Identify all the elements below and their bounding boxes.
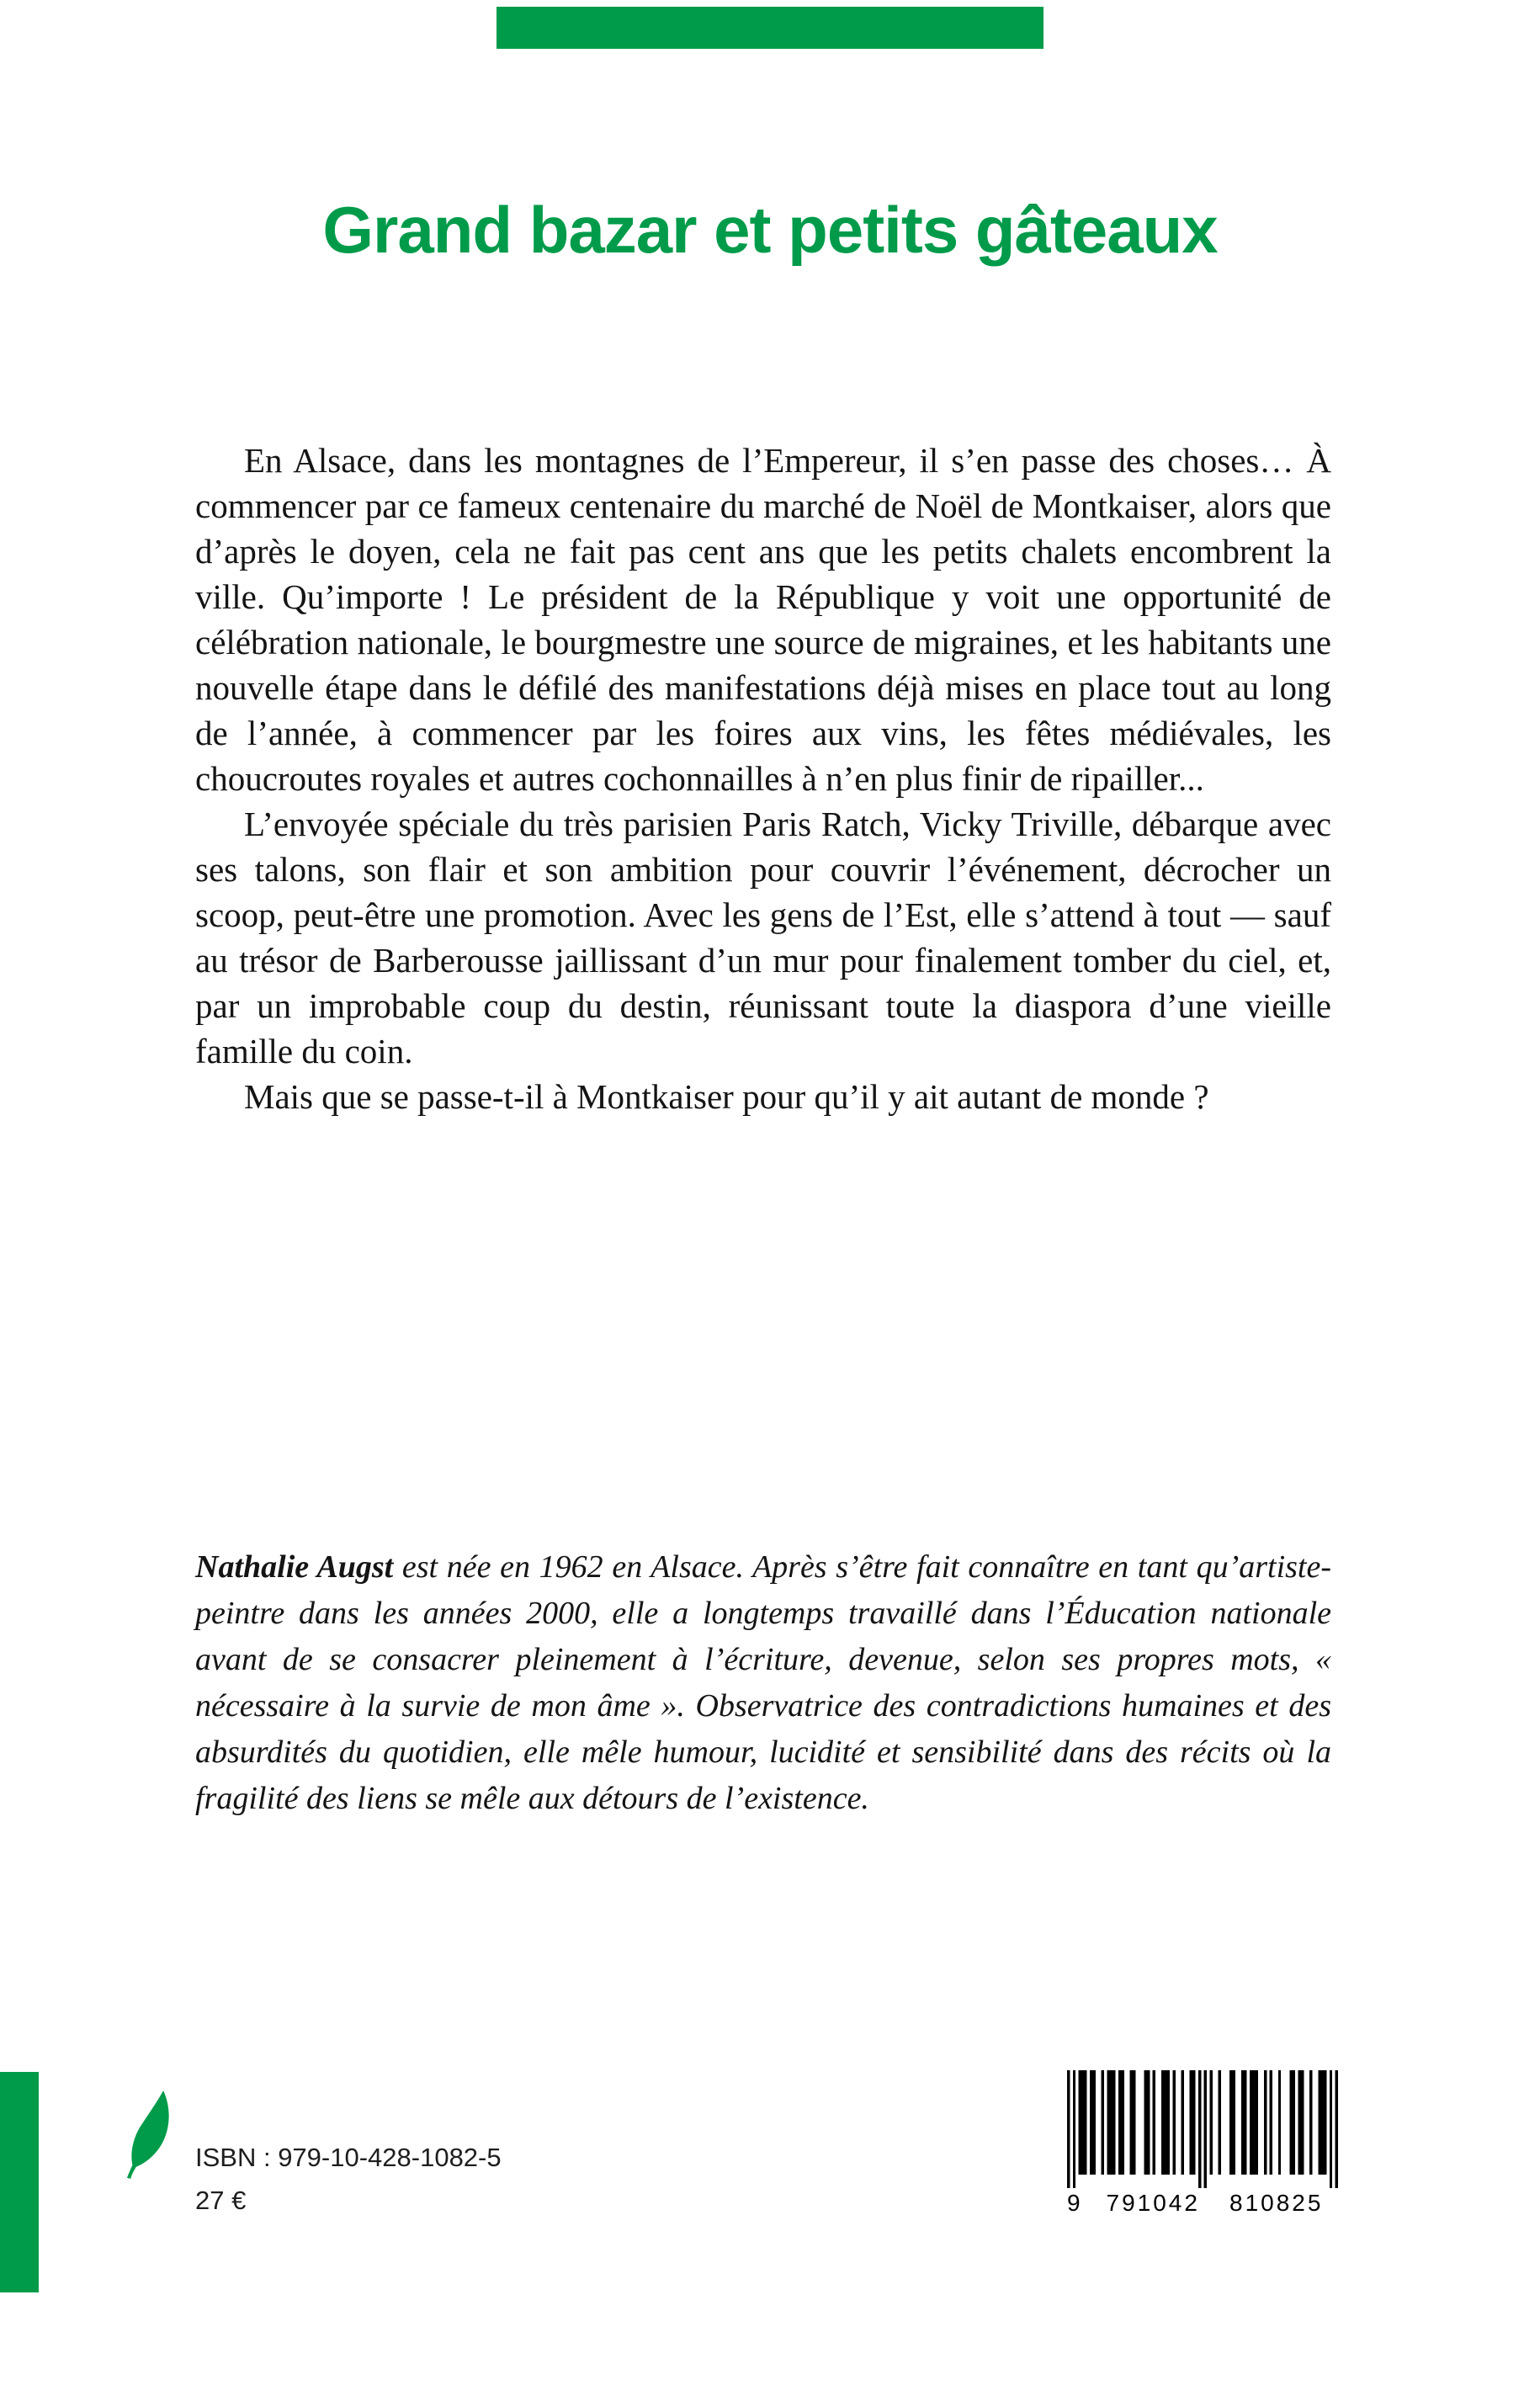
barcode-digits-right: 810825: [1229, 2190, 1324, 2216]
top-green-bar: [497, 7, 1043, 49]
isbn-text: ISBN : 979-10-428-1082-5: [195, 2143, 502, 2172]
author-bio: [195, 1544, 1331, 1822]
synopsis-paragraph-1: En Alsace, dans les montagnes de l’Empereur, il s’en passe des choses… À commencer par ce fameux centenaire du marché de Noël de Montkaiser, alors que d’après le doyen, cela ne fait pas cent ans que les petits chalets encombrent la ville. Qu’importe ! Le président de la République y voit une opportunité de célébration nationale, le bourgmestre une source de migraines, et les habitants une nouvelle étape dans le défilé des manifestations déjà mises en place tout au long de l’année, à commencer par les foires aux vins, les fêtes médiévales, les choucroutes royales et autres cochonnailles à n’en plus finir de ripailler...: [195, 441, 1331, 798]
barcode-digits: [1067, 2190, 1338, 2217]
barcode-digits-left: 791042: [1106, 2190, 1200, 2216]
author-bio-paragraph: [195, 1544, 1331, 1822]
author-bio-text: est née en 1962 en Alsace. Après s’être fait connaître en tant qu’artiste-peintre dans les années 2000, elle a longtemps travaillé dans l’Éducation nationale avant de se consacrer pleinement à l’écriture, devenue, selon ses propres mots, « nécessaire à la survie de mon âme ». Observatrice des contradictions humaines et des absurdités du quotidien, elle mêle humour, lucidité et sensibilité dans des récits où la fragilité des liens se mêle aux détours de l’existence.: [195, 1549, 1331, 1816]
barcode: [1067, 2070, 1338, 2217]
author-name: Nathalie Augst: [195, 1549, 394, 1585]
synopsis-paragraph-3: Mais que se passe-t-il à Montkaiser pour qu’il y ait autant de monde ?: [244, 1077, 1209, 1116]
quill-logo-icon: [123, 2089, 178, 2180]
barcode-bars: [1067, 2070, 1338, 2188]
spine-green-strip: [0, 2072, 39, 2292]
isbn-price-block: [195, 2144, 502, 2213]
barcode-digit-first: 9: [1067, 2190, 1081, 2216]
book-title: Grand bazar et petits gâteaux: [322, 193, 1218, 267]
price-text: 27 €: [195, 2186, 247, 2215]
synopsis: [195, 438, 1331, 1119]
synopsis-paragraph-2: L’envoyée spéciale du très parisien Paris Ratch, Vicky Triville, débarque avec ses talons, son flair et son ambition pour couvrir l’événement, décrocher un scoop, peut-être une promotion. Avec les gens de l’Est, elle s’attend à tout — sauf au trésor de Barberousse jaillissant d’un mur pour finalement tomber du ciel, et, par un improbable coup du destin, réunissant toute la diaspora d’une vieille famille du coin.: [195, 805, 1331, 1070]
